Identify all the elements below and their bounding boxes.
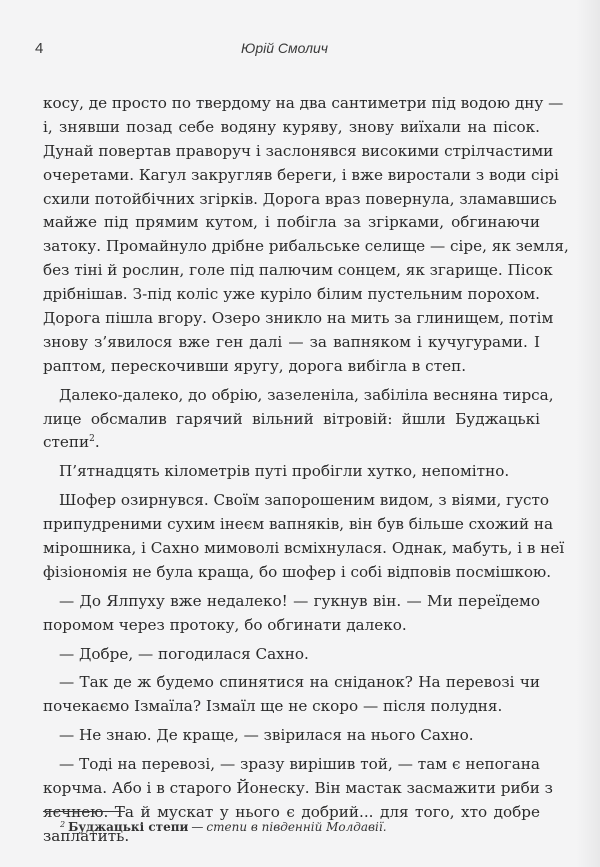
paragraph: [43, 460, 540, 484]
text-line: Шофер озирнувся. Своїм запорошеним видом, з віями, густо: [59, 491, 550, 510]
text-line: схили потойбічних згірків. Дорога враз повернула, зламавшись: [43, 189, 557, 208]
text-line: — Так де ж будемо спинятися на сніданок? На перевозі чи: [59, 673, 540, 692]
text-line: — Добре, — погодилася Сахно.: [59, 644, 309, 663]
text-line: — Тоді на перевозі, — зразу вирішив той, — там є непогана: [59, 755, 540, 774]
paragraph: [43, 724, 540, 748]
text-line: — До Ялпуху вже недалеко! — гукнув він. — Ми переїдемо: [59, 591, 540, 610]
paragraph: [43, 590, 540, 638]
text-line: — Не знаю. Де краще, — звірилася на нього Сахно.: [59, 726, 474, 745]
paragraph: [43, 384, 554, 456]
paragraph: [43, 753, 553, 849]
paragraph: [43, 671, 540, 719]
text-line: затоку. Промайнуло дрібне рибальське селище — сіре, як земля,: [43, 237, 569, 256]
footnote-definition: степи в південній Молдавії.: [206, 820, 387, 834]
text-line-with-footnote: [43, 431, 540, 455]
text-line: фізіономія не була краща, бо шофер і собі відповів посмішкою.: [43, 562, 552, 581]
paragraph: [43, 489, 565, 585]
text-line: дрібнішав. З-під коліс уже куріло білим пустельним порохом.: [43, 285, 540, 304]
footnote-term: Буджацькі степи: [68, 820, 189, 834]
text-line: Дорога пішла вгору. Озеро зникло на мить за глинищем, потім: [43, 309, 554, 328]
text-line: косу, де просто по твердому на два сантиметри під водою дну —: [43, 94, 564, 112]
text-line: припудреними сухим інеєм вапняків, він був більше схожий на: [43, 515, 554, 534]
text-line: почекаємо Ізмаїла? Ізмаїл ще не скоро — після полудня.: [43, 697, 503, 716]
footnote: [60, 820, 387, 834]
text-line: мірошника, і Сахно мимоволі всміхнулася. Однак, мабуть, і в неї: [43, 539, 565, 558]
text-fragment: степи: [43, 433, 90, 452]
page-number: 4: [35, 40, 44, 57]
text-line: Дунай повертав праворуч і заслонявся високими стрілчастими: [43, 141, 554, 160]
body-text: [43, 92, 569, 849]
footnote-dash: —: [191, 820, 204, 834]
text-line: лице обсмалив гарячий вільний вітровій: йшли Буджацькі: [43, 409, 540, 428]
text-line: знову з’явилося вже ген далі — за вапняком і кучугурами. І: [43, 332, 540, 351]
footnote-separator: [43, 811, 125, 812]
text-line: Далеко-далеко, до обрію, зазеленіла, забіліла весняна тирса,: [59, 385, 554, 404]
text-line: заплатить.: [43, 826, 130, 845]
text-line: раптом, перескочивши яругу, дорога вибігла в степ.: [43, 356, 467, 375]
author-name: Юрій Смолич: [241, 40, 329, 56]
text-line: корчма. Або і в старого Йонеску. Він мастак засмажити риби з: [43, 779, 553, 798]
footnote-reference[interactable]: 2: [89, 434, 95, 445]
text-line: і, знявши позад себе водяну куряву, знову виїхали на пісок.: [43, 117, 540, 136]
text-line: без тіні й рослин, голе під палючим сонцем, як згарище. Пісок: [43, 261, 553, 280]
footnote-number: 2: [60, 820, 66, 829]
text-line: поромом через протоку, бо обгинати далеко.: [43, 615, 407, 634]
text-line: П’ятнадцять кілометрів путі пробігли хутко, непомітно.: [59, 462, 510, 481]
text-fragment: .: [94, 433, 100, 452]
text-line: яєчнею. Та й мускат у нього є добрий... для того, хто добре: [43, 802, 540, 821]
text-line: очеретами. Кагул закругляв береги, і вже виростали з води сірі: [43, 165, 559, 184]
running-head: [35, 40, 555, 62]
paragraph: [43, 92, 569, 379]
paragraph: [43, 643, 540, 667]
text-line: майже під прямим кутом, і побігла за згірками, обгинаючи: [43, 213, 540, 232]
